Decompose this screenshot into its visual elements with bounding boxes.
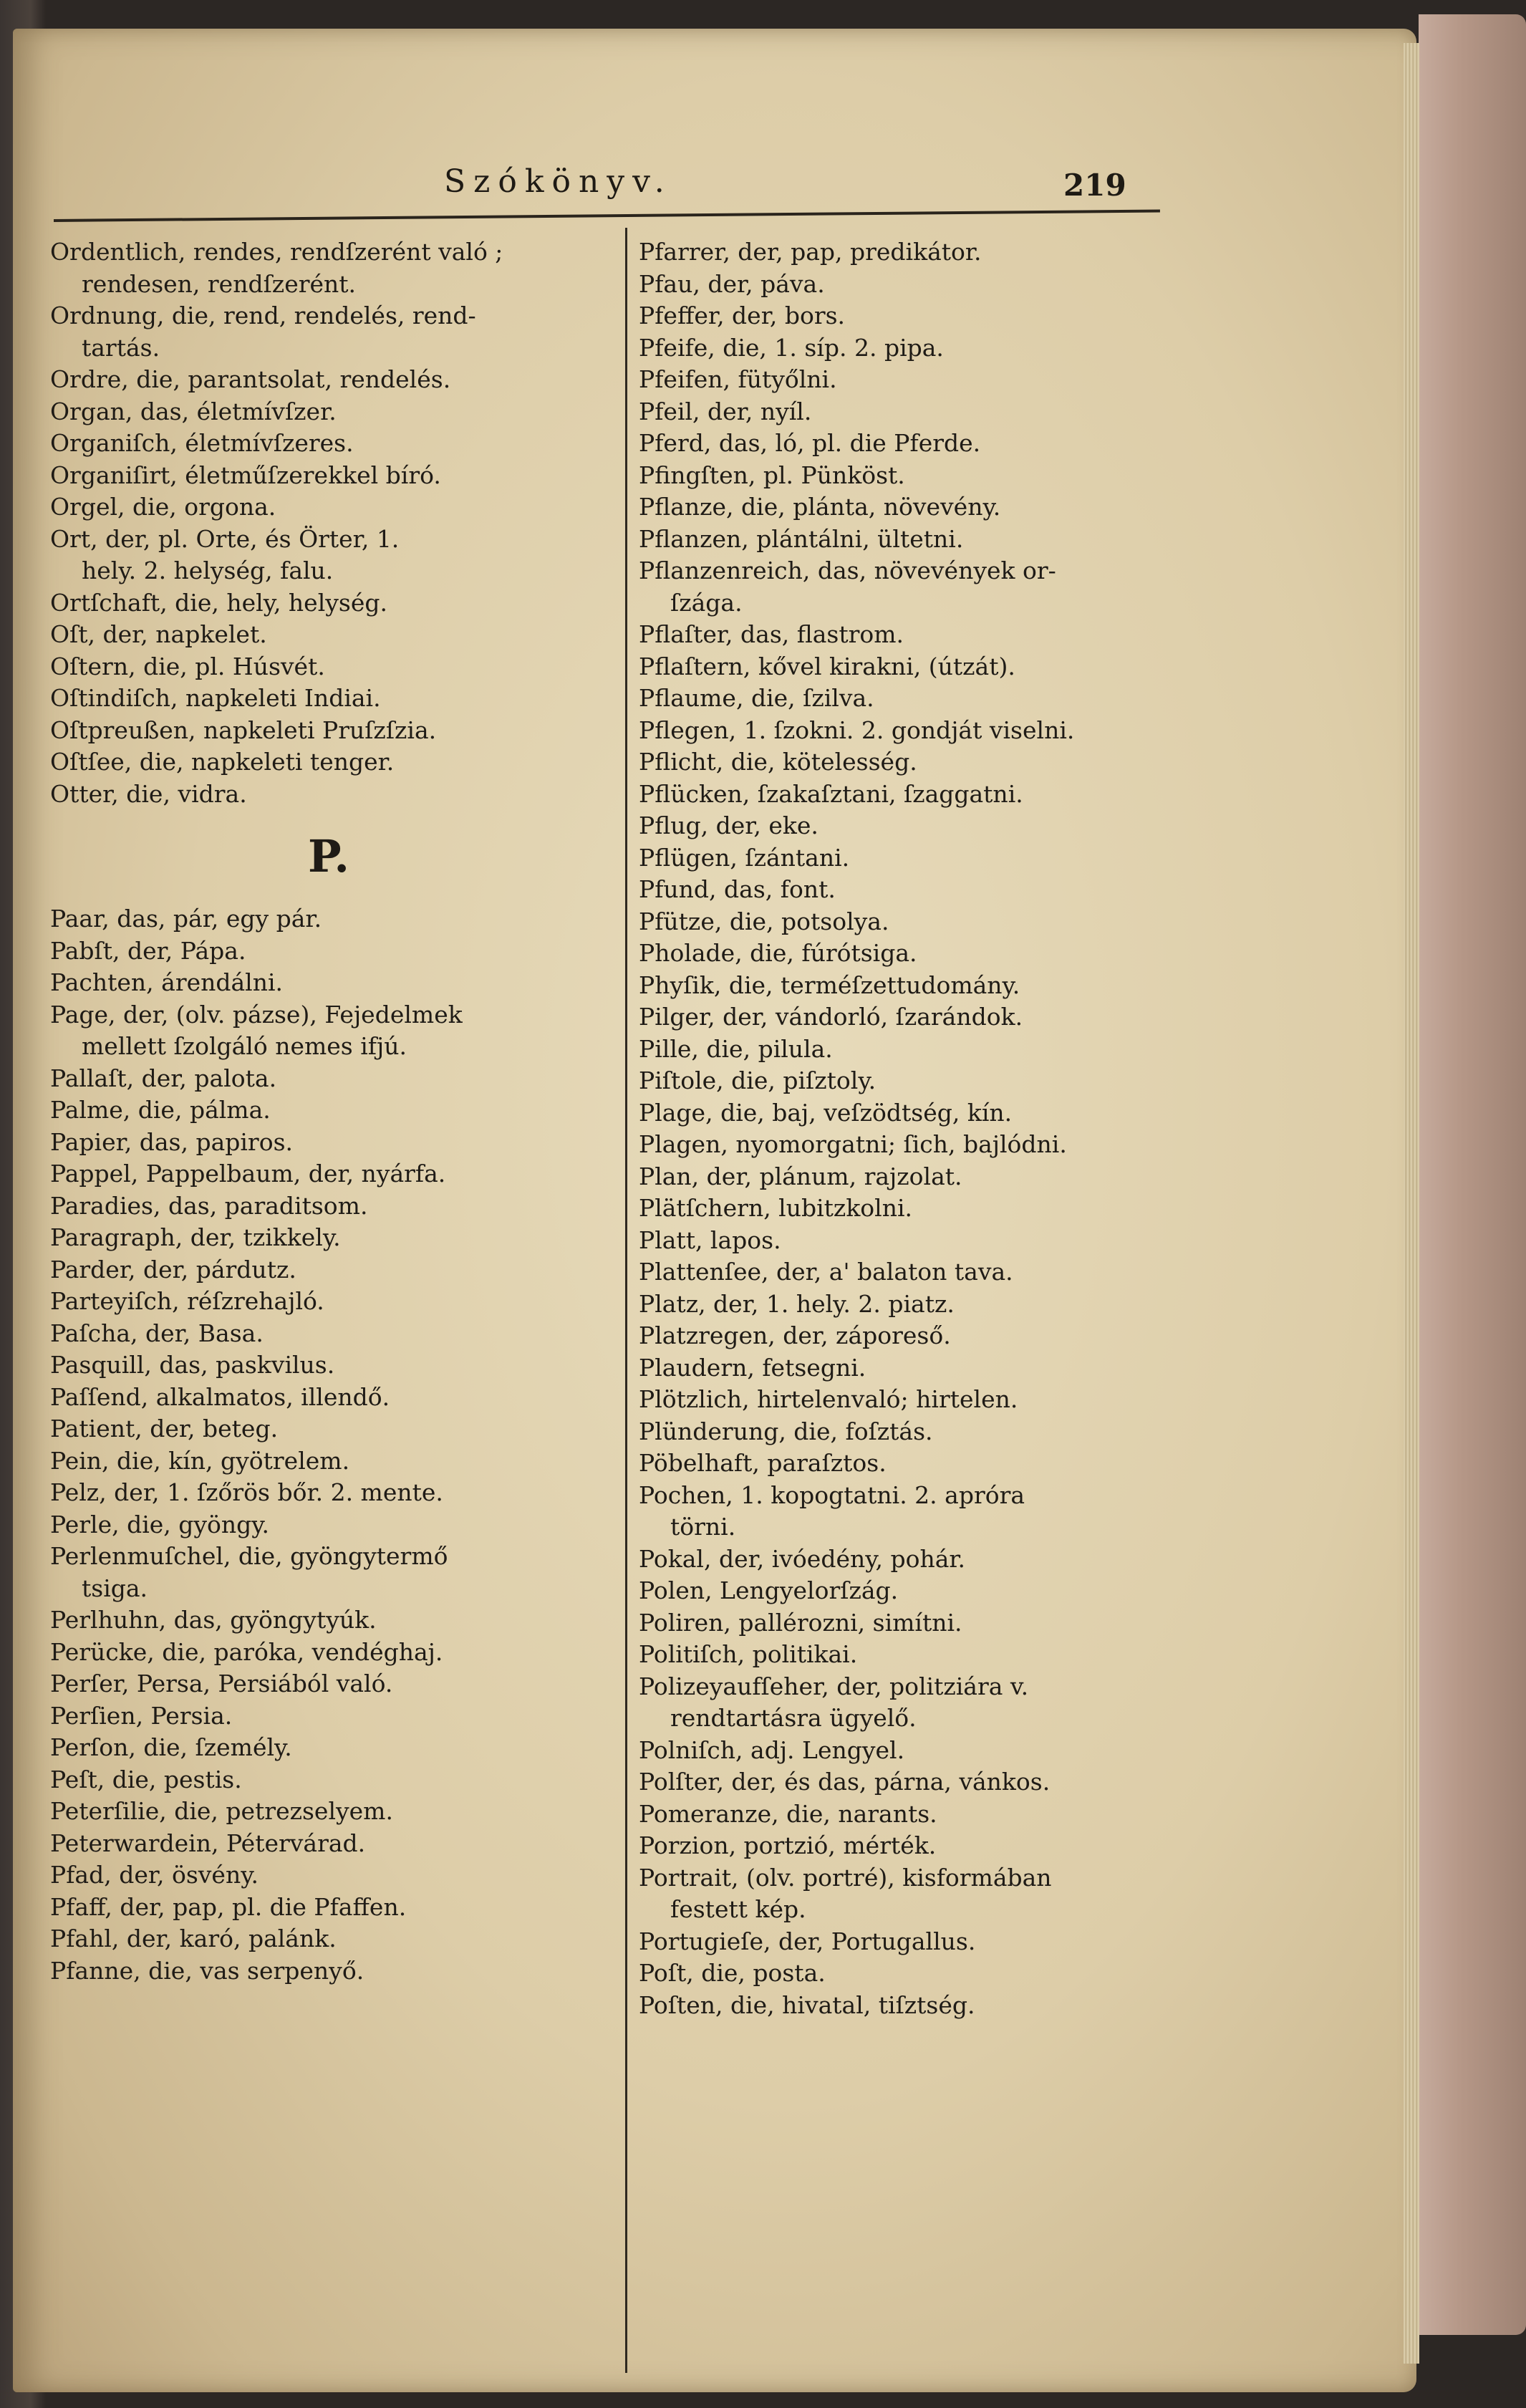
dictionary-entry: Polſter, der, és das, párna, vánkos. [639, 1768, 1051, 1796]
dictionary-entry: Portrait, (olv. portré), kisformában [639, 1863, 1052, 1892]
dictionary-entry: Pflegen, 1. ſzokni. 2. gondját viselni. [639, 716, 1075, 744]
dictionary-entry-continuation: törni. [670, 1513, 736, 1541]
entries-p [50, 903, 616, 1987]
book-cover-edge [1419, 14, 1526, 2335]
dictionary-entry: Platt, lapos. [639, 1225, 781, 1254]
dictionary-entry: Ordnung, die, rend, rendelés, rend- [50, 302, 476, 329]
dictionary-entry: Perlenmuſchel, die, gyöngytermő [50, 1542, 448, 1570]
dictionary-entry: Papier, das, papiros. [50, 1127, 293, 1156]
dictionary-entry: Perlhuhn, das, gyöngytyúk. [50, 1606, 377, 1634]
dictionary-entry-continuation: hely. 2. helység, falu. [82, 557, 334, 584]
dictionary-entry: Pille, die, pilula. [639, 1034, 833, 1063]
dictionary-entry: Phyſik, die, terméſzettudomány. [639, 971, 1020, 999]
dictionary-entry: Polen, Lengyelorſzág. [639, 1576, 899, 1604]
dictionary-entry: Pilger, der, vándorló, ſzarándok. [639, 1003, 1023, 1031]
dictionary-entry: Pabſt, der, Pápa. [50, 936, 246, 965]
dictionary-entry: Pflicht, die, kötelesség. [639, 748, 917, 776]
dictionary-entry: Peſt, die, pestis. [50, 1765, 242, 1793]
dictionary-entry: Piſtole, die, piſztoly. [639, 1066, 877, 1094]
dictionary-entry: Pöbelhaft, paraſztos. [639, 1449, 887, 1477]
dictionary-entry: Porzion, portzió, mérték. [639, 1831, 937, 1859]
dictionary-entry: Pflügen, ſzántani. [639, 843, 850, 872]
column-divider [625, 228, 627, 2373]
dictionary-entry: Pfanne, die, vas serpenyő. [50, 1956, 364, 1985]
dictionary-entry: Paſcha, der, Basa. [50, 1319, 264, 1347]
dictionary-entry: Perſien, Persia. [50, 1701, 233, 1730]
dictionary-entry: Ordre, die, parantsolat, rendelés. [50, 365, 451, 393]
dictionary-entry: Pflaume, die, ſzilva. [639, 684, 874, 712]
dictionary-entry: Pfund, das, font. [639, 875, 836, 903]
dictionary-entry: Plan, der, plánum, rajzolat. [639, 1162, 962, 1190]
dictionary-entry: Plaudern, fetsegni. [639, 1353, 866, 1382]
dictionary-entry: Pappel, Pappelbaum, der, nyárfa. [50, 1160, 446, 1188]
dictionary-entry: Pfingſten, pl. Pünköst. [639, 461, 905, 489]
dictionary-entry: Pfahl, der, karó, palánk. [50, 1925, 337, 1952]
section-letter: P. [308, 830, 349, 882]
dictionary-entry: Polniſch, adj. Lengyel. [639, 1735, 905, 1764]
dictionary-entry: Palme, die, pálma. [50, 1096, 271, 1124]
running-title: Szókönyv. [444, 163, 672, 200]
dictionary-entry: Otter, die, vidra. [50, 779, 247, 808]
dictionary-entry: Plötzlich, hirtelenvaló; hirtelen. [639, 1385, 1018, 1413]
dictionary-entry: Pflücken, ſzakaſztani, ſzaggatni. [639, 779, 1023, 808]
dictionary-entry: Pflanze, die, plánta, növevény. [639, 493, 1001, 521]
dictionary-entry: Orgel, die, orgona. [50, 493, 276, 521]
dictionary-entry: Patient, der, beteg. [50, 1415, 279, 1443]
dictionary-entry: Oſtſee, die, napkeleti tenger. [50, 748, 395, 776]
dictionary-entry: Ort, der, pl. Orte, és Örter, 1. [50, 524, 400, 553]
dictionary-entry: Oſt, der, napkelet. [50, 620, 267, 648]
dictionary-entry: Oſtpreußen, napkeleti Pruſzſzia. [50, 716, 437, 744]
dictionary-entry: Ordentlich, rendes, rendſzerént való ; [50, 238, 503, 266]
dictionary-entry: Pfeifen, fütyőlni. [639, 365, 837, 393]
dictionary-entry: Pallaſt, der, palota. [50, 1064, 277, 1092]
dictionary-entry: Paragraph, der, tzikkely. [50, 1223, 341, 1251]
dictionary-entry-continuation: rendtartásra ügyelő. [670, 1704, 917, 1732]
dictionary-entry: Pfad, der, ösvény. [50, 1861, 259, 1889]
dictionary-entry: Pholade, die, fúrótsiga. [639, 939, 917, 967]
dictionary-entry: Organiſirt, életműſzerekkel bíró. [50, 461, 441, 489]
dictionary-entry: Plagen, nyomorgatni; ſich, bajlódni. [639, 1130, 1067, 1158]
dictionary-entry: Poſt, die, posta. [639, 1959, 826, 1987]
dictionary-entry: Portugieſe, der, Portugallus. [639, 1927, 976, 1955]
dictionary-entry: Pflug, der, eke. [639, 812, 818, 839]
dictionary-entry: Perſon, die, ſzemély. [50, 1733, 292, 1761]
dictionary-entry: Polizeyaufſeher, der, politziára v. [639, 1672, 1029, 1700]
dictionary-entry: Oſtern, die, pl. Húsvét. [50, 652, 325, 680]
dictionary-entry: Pfeife, die, 1. síp. 2. pipa. [639, 333, 944, 362]
right-column [639, 236, 1369, 2021]
dictionary-entry: Paradies, das, paraditsom. [50, 1191, 368, 1220]
dictionary-entry: Pfaff, der, pap, pl. die Pfaffen. [50, 1892, 407, 1921]
dictionary-entry: Poliren, pallérozni, simítni. [639, 1608, 962, 1637]
running-head [444, 163, 1160, 213]
dictionary-entry: Plünderung, die, foſztás. [639, 1417, 933, 1445]
dictionary-entry: Plätſchern, lubitzkolni. [639, 1194, 913, 1222]
dictionary-entry: Ortſchaft, die, hely, helység. [50, 588, 387, 617]
dictionary-entry: Perle, die, gyöngy. [50, 1510, 270, 1538]
dictionary-entry: Pelz, der, 1. ſzőrös bőr. 2. mente. [50, 1478, 443, 1506]
dictionary-entry-continuation: ſzága. [670, 588, 743, 617]
dictionary-entry: Organiſch, életmívſzeres. [50, 429, 354, 457]
dictionary-entry: Page, der, (olv. pázse), Fejedelmek [50, 1000, 463, 1029]
entries-right [639, 236, 1369, 2021]
dictionary-entry: Pfütze, die, potsolya. [639, 907, 889, 935]
dictionary-entry: Plattenſee, der, a' balaton tava. [639, 1258, 1013, 1286]
dictionary-entry: Organ, das, életmívſzer. [50, 397, 337, 425]
page-edges [1404, 43, 1419, 2364]
dictionary-entry: Paſſend, alkalmatos, illendő. [50, 1382, 390, 1411]
dictionary-entry: Pochen, 1. kopogtatni. 2. apróra [639, 1480, 1025, 1509]
dictionary-entry: Pasquill, das, paskvilus. [50, 1351, 335, 1379]
dictionary-entry: Pfau, der, páva. [639, 269, 825, 298]
dictionary-entry: Paar, das, pár, egy pár. [50, 905, 322, 933]
dictionary-entry: Pflanzen, plántálni, ültetni. [639, 524, 964, 553]
dictionary-entry-continuation: rendesen, rendſzerént. [82, 269, 357, 298]
dictionary-entry: Platzregen, der, záporeső. [639, 1321, 951, 1349]
dictionary-entry: Pflanzenreich, das, növevények or- [639, 557, 1056, 584]
dictionary-entry: Pachten, árendálni. [50, 968, 284, 996]
dictionary-entry: Poſten, die, hivatal, tiſztség. [639, 1990, 975, 2019]
dictionary-entry: Pein, die, kín, gyötrelem. [50, 1446, 350, 1475]
dictionary-entry: Pfeil, der, nyíl. [639, 397, 812, 425]
dictionary-entry: Politiſch, politikai. [639, 1640, 858, 1668]
dictionary-entry: Platz, der, 1. hely. 2. piatz. [639, 1289, 955, 1318]
dictionary-entry: Pflaſter, das, flastrom. [639, 620, 904, 648]
dictionary-entry-continuation: festett kép. [670, 1895, 806, 1923]
dictionary-entry: Pflaſtern, kővel kirakni, (útzát). [639, 652, 1015, 680]
dictionary-entry-continuation: mellett ſzolgáló nemes ifjú. [82, 1032, 407, 1060]
dictionary-entry: Plage, die, baj, veſzödtség, kín. [639, 1098, 1013, 1127]
dictionary-entry: Peterſilie, die, petrezselyem. [50, 1797, 393, 1825]
dictionary-entry: Parder, der, párdutz. [50, 1255, 296, 1284]
dictionary-entry: Pfarrer, der, pap, predikátor. [639, 238, 982, 266]
dictionary-entry: Oſtindiſch, napkeleti Indiai. [50, 684, 381, 712]
dictionary-entry: Pokal, der, ivóedény, pohár. [639, 1544, 966, 1573]
dictionary-entry: Peterwardein, Pétervárad. [50, 1829, 366, 1857]
dictionary-entry: Pferd, das, ló, pl. die Pferde. [639, 429, 981, 457]
dictionary-entry-continuation: tartás. [82, 333, 160, 362]
page-number: 219 [1063, 168, 1126, 203]
dictionary-entry: Perücke, die, paróka, vendéghaj. [50, 1637, 443, 1666]
entries-o [50, 236, 616, 810]
dictionary-entry: Pomeranze, die, narants. [639, 1799, 937, 1828]
dictionary-entry: Perſer, Persa, Persiából való. [50, 1670, 393, 1697]
left-column [50, 236, 616, 1987]
dictionary-entry: Pfeffer, der, bors. [639, 302, 846, 329]
dictionary-entry-continuation: tsiga. [82, 1574, 148, 1602]
dictionary-entry: Parteyiſch, réſzrehajló. [50, 1287, 324, 1315]
